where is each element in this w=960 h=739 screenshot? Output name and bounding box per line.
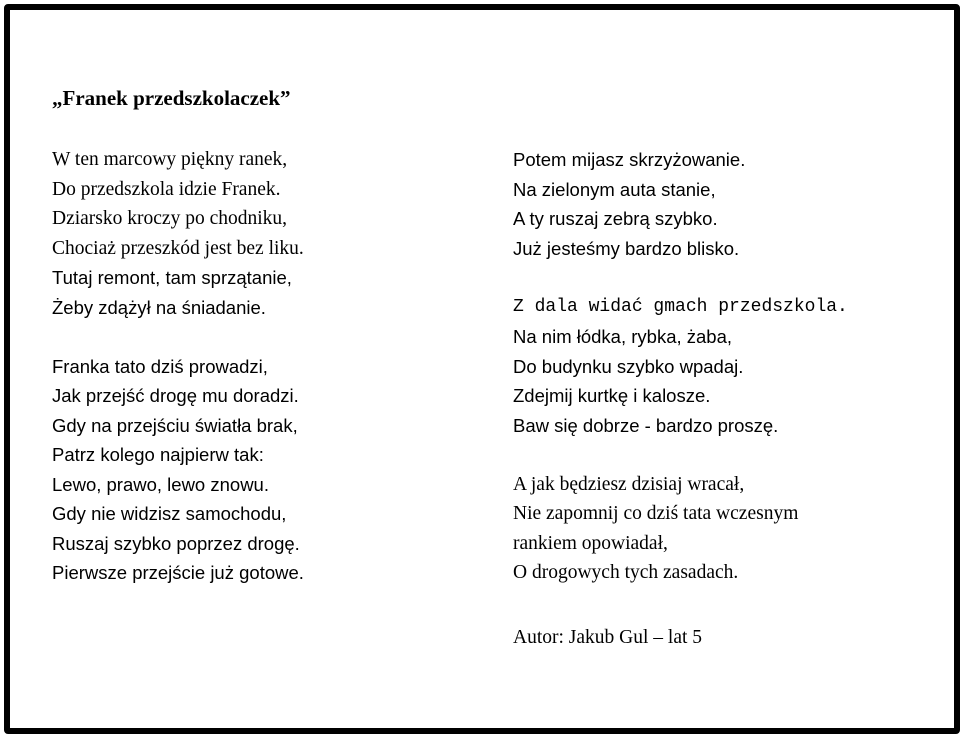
verse-line: Do przedszkola idzie Franek. <box>52 178 281 200</box>
verse-line: Baw się dobrze - bardzo proszę. <box>513 414 779 436</box>
verse-line: Zdejmij kurtkę i kalosze. <box>513 385 711 406</box>
poem-title: „Franek przedszkolaczek” <box>52 86 291 110</box>
stanza-break <box>513 440 848 470</box>
verse-line: Lewo, prawo, lewo znowu. <box>52 473 269 495</box>
stanza-break <box>513 263 848 293</box>
verse-line: Gdy na przejściu światła brak, <box>52 414 298 436</box>
verse-line: Do budynku szybko wpadaj. <box>513 355 744 377</box>
verse-line: Dziarsko kroczy po chodniku, <box>52 208 288 229</box>
verse-line: rankiem opowiadał, <box>513 532 668 554</box>
verse-line: Tutaj remont, tam sprzątanie, <box>52 267 292 288</box>
verse-line: Na nim łódka, rybka, żaba, <box>513 326 733 347</box>
verse-line: A jak będziesz dzisiaj wracał, <box>513 473 745 495</box>
stanza-break <box>52 322 304 352</box>
verse-line: Z dala widać gmach przedszkola. <box>513 296 848 317</box>
verse-line: Nie zapomnij co dziś tata wczesnym <box>513 503 799 524</box>
verse-line: Żeby zdążył na śniadanie. <box>52 296 266 318</box>
poem-column-left <box>52 145 304 588</box>
verse-line: Jak przejść drogę mu doradzi. <box>52 385 299 406</box>
verse-line: Potem mijasz skrzyżowanie. <box>513 149 746 170</box>
verse-line: Gdy nie widzisz samochodu, <box>52 503 287 524</box>
verse-line: Na zielonym auta stanie, <box>513 178 716 200</box>
verse-line: Patrz kolego najpierw tak: <box>52 444 264 465</box>
verse-line: Chociaż przeszkód jest bez liku. <box>52 237 304 259</box>
verse-line: O drogowych tych zasadach. <box>513 562 739 583</box>
verse-line: W ten marcowy piękny ranek, <box>52 149 288 170</box>
verse-line: Już jesteśmy bardzo blisko. <box>513 237 740 259</box>
author-credit: Autor: Jakub Gul – lat 5 <box>513 627 703 648</box>
verse-line: Franka tato dziś prowadzi, <box>52 355 268 377</box>
verse-line: A ty ruszaj zebrą szybko. <box>513 208 718 229</box>
verse-line: Ruszaj szybko poprzez drogę. <box>52 532 300 554</box>
verse-line: Pierwsze przejście już gotowe. <box>52 562 304 583</box>
poem-column-right <box>513 145 848 588</box>
